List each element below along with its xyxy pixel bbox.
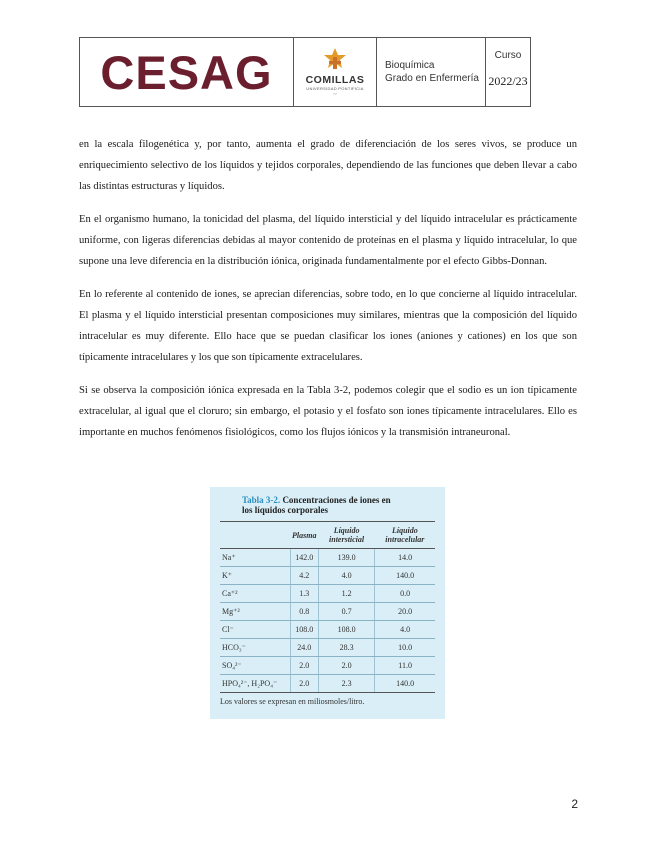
value-cell: 142.0: [290, 549, 318, 567]
comillas-logo: [294, 38, 377, 106]
value-cell: 2.0: [290, 657, 318, 675]
course-cell: [486, 38, 530, 106]
value-cell: 2.0: [290, 675, 318, 693]
table-header-row: [220, 522, 435, 549]
value-cell: 14.0: [375, 549, 435, 567]
value-cell: 1.2: [318, 585, 374, 603]
value-cell: 4.2: [290, 567, 318, 585]
value-cell: 28.3: [318, 639, 374, 657]
value-cell: 108.0: [318, 621, 374, 639]
cesag-logo-text: CESAG: [100, 45, 273, 99]
cesag-logo: [80, 38, 294, 106]
value-cell: 11.0: [375, 657, 435, 675]
comillas-seal-icon: [321, 47, 349, 73]
ion-name-cell: HPO₄²⁻, H₂PO₄⁻: [220, 675, 290, 693]
table-row: [220, 675, 435, 693]
value-cell: 4.0: [375, 621, 435, 639]
table-note: Los valores se expresan en miliosmoles/litro.: [220, 697, 365, 706]
degree-name: Grado en Enfermería: [385, 73, 479, 84]
value-cell: 140.0: [375, 675, 435, 693]
value-cell: 24.0: [290, 639, 318, 657]
ion-concentration-table-figure: [210, 487, 445, 719]
table-row: [220, 603, 435, 621]
paragraph: en la escala filogenética y, por tanto, aumenta el grado de diferenciación de los seres vivos, se produce un enriquecimiento selectivo de los líquidos y tejidos corporales, dependiendo de las funciones que deben llevar a cabo las distintas estructuras y líquidos.: [79, 139, 577, 192]
table-header: [220, 522, 290, 549]
table-title-line1: Concentraciones de iones en: [282, 495, 391, 505]
ion-name-cell: Na⁺: [220, 549, 290, 567]
value-cell: 0.7: [318, 603, 374, 621]
table-number: Tabla 3-2.: [242, 495, 281, 505]
table-row: [220, 585, 435, 603]
table-row: [220, 549, 435, 567]
ion-name-cell: Mg⁺²: [220, 603, 290, 621]
value-cell: 2.0: [318, 657, 374, 675]
ion-table: [220, 521, 435, 693]
value-cell: 139.0: [318, 549, 374, 567]
table-header: Plasma: [290, 522, 318, 549]
ion-name-cell: Ca⁺²: [220, 585, 290, 603]
comillas-subtitle: UNIVERSIDAD PONTIFICIA: [306, 85, 364, 91]
ion-name-cell: K⁺: [220, 567, 290, 585]
paragraph: En el organismo humano, la tonicidad del plasma, del líquido intersticial y del líquido intracelular es prácticamente uniforme, con ligeras diferencias debidas al mayor contenido de proteínas en el plasma y líquido intracelular, lo que supone una leve diferencia en la distribución iónica, originada fundamentalmente por el efecto Gibbs-Donnan.: [79, 214, 577, 267]
value-cell: 0.0: [375, 585, 435, 603]
body-text: [79, 134, 577, 455]
table-row: [220, 657, 435, 675]
ion-name-cell: Cl⁻: [220, 621, 290, 639]
value-cell: 0.8: [290, 603, 318, 621]
paragraph: Si se observa la composición iónica expresada en la Tabla 3-2, podemos colegir que el sodio es un ion típicamente extracelular, al igual que el cloruro; sin embargo, el potasio y el fosfato son iones típicamente intracelulares. Ello es importante en muchos fenómenos fisiológicos, como los flujos iónicos y la transmisión intraneuronal.: [79, 385, 577, 438]
table-header: Líquido intersticial: [318, 522, 374, 549]
table-row: [220, 621, 435, 639]
paragraph: En lo referente al contenido de iones, se aprecian diferencias, sobre todo, en lo que concierne al líquido intracelular. El plasma y el líquido intersticial presentan composiciones muy similares, mientras que la composición del líquido intracelular es muy diferente. Ello hace que se puedan clasificar los iones (aniones y cationes) en los que son típicamente intracelulares y los que son típicamente extracelulares.: [79, 289, 577, 363]
ion-name-cell: HCO₃⁻: [220, 639, 290, 657]
value-cell: 108.0: [290, 621, 318, 639]
value-cell: 10.0: [375, 639, 435, 657]
table-title: [220, 495, 435, 515]
subject-name: Bioquímica: [385, 60, 435, 71]
course-label: Curso: [494, 50, 522, 61]
page-header: [79, 37, 531, 107]
page-number: 2: [571, 797, 578, 811]
table-row: [220, 639, 435, 657]
comillas-name: COMILLAS: [305, 73, 365, 86]
table-title-line2: los líquidos corporales: [242, 505, 329, 515]
table-row: [220, 567, 435, 585]
ion-name-cell: SO₄²⁻: [220, 657, 290, 675]
value-cell: 140.0: [375, 567, 435, 585]
table-header: Líquido intracelular: [375, 522, 435, 549]
value-cell: 2.3: [318, 675, 374, 693]
value-cell: 4.0: [318, 567, 374, 585]
comillas-mark-icon: ~: [333, 91, 337, 98]
value-cell: 1.3: [290, 585, 318, 603]
value-cell: 20.0: [375, 603, 435, 621]
course-year: 2022/23: [488, 74, 528, 88]
subject-cell: [377, 38, 486, 106]
